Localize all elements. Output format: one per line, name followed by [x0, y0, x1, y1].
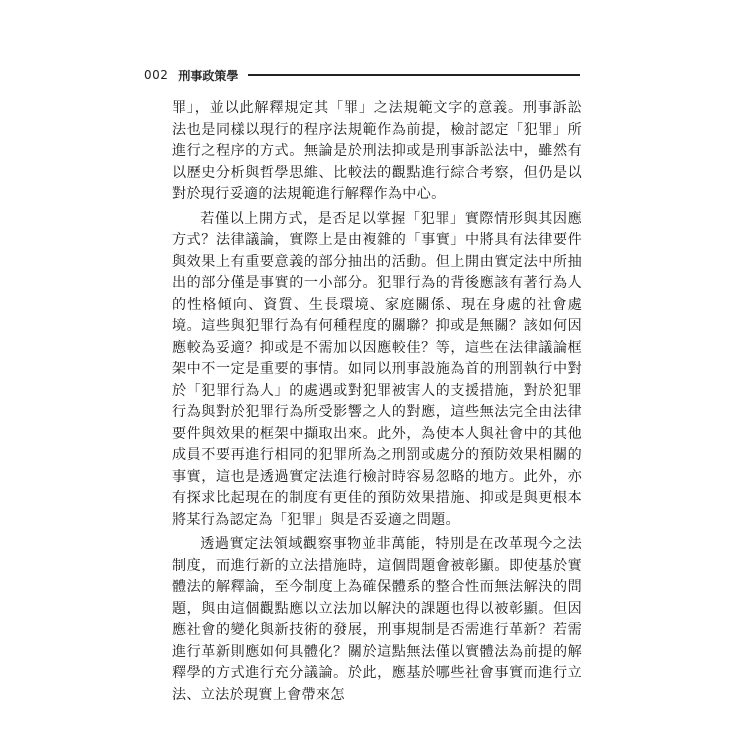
- paragraph-continued: 罪」，並以此解釋規定其「罪」之法規範文字的意義。刑事訴訟法也是同樣以現行的程序法規範作為前提，檢討認定「犯罪」所進行之程序的方式。無論是於刑法抑或是刑事訴訟法中，雖然有以歷史分析與哲學思維、比較法的觀點進行綜合考察，但仍是以對於現行妥適的法規範進行解釋作為中心。: [172, 100, 582, 202]
- header-rule: [248, 74, 580, 76]
- page-body: [172, 98, 582, 706]
- book-title: 刑事政策學: [178, 68, 239, 83]
- page-number: 002: [144, 68, 169, 82]
- paragraph: 透過實定法領域觀察事物並非萬能，特別是在改革現今之法制度，而進行新的立法措施時，這個問題會被彰顯。即使基於實體法的解釋論，至今制度上為確保體系的整合性而無法解決的問題，與由這個觀點應以立法加以解決的課題也得以被彰顯。但因應社會的變化與新技術的發展，刑事規制是否需進行革新？若需進行革新則應如何具體化？關於這點無法僅以實體法為前提的解釋學的方式進行充分議論。於此，應基於哪些社會事實而進行立法、立法於現實上會帶來怎: [172, 536, 582, 703]
- running-header: [144, 66, 580, 84]
- paragraph: 若僅以上開方式，是否足以掌握「犯罪」實際情形與其因應方式？法律議論，實際上是由複雜的「事實」中將具有法律要件與效果上有重要意義的部分抽出的活動。但上開由實定法中所抽出的部分僅是事實的一小部分。犯罪行為的背後應該有著行為人的性格傾向、資質、生長環境、家庭關係、現在身處的社會處境。這些與犯罪行為有何種程度的關聯？抑或是無關？該如何因應較為妥適？抑或是不需加以因應較佳？等，這些在法律議論框架中不一定是重要的事情。如同以刑事設施為首的刑罰執行中對於「犯罪行為人」的處遇或對犯罪被害人的支援措施，對於犯罪行為與對於犯罪行為所受影響之人的對應，這些無法完全由法律要件與效果的框架中擷取出來。此外，為使本人與社會中的其他成員不要再進行相同的犯罪所為之刑罰或處分的預防效果相關的事實，這也是透過實定法進行檢討時容易忽略的地方。此外，亦有探求比起現在的制度有更佳的預防效果措施、抑或是與更根本將某行為認定為「犯罪」與是否妥適之問題。: [172, 210, 582, 528]
